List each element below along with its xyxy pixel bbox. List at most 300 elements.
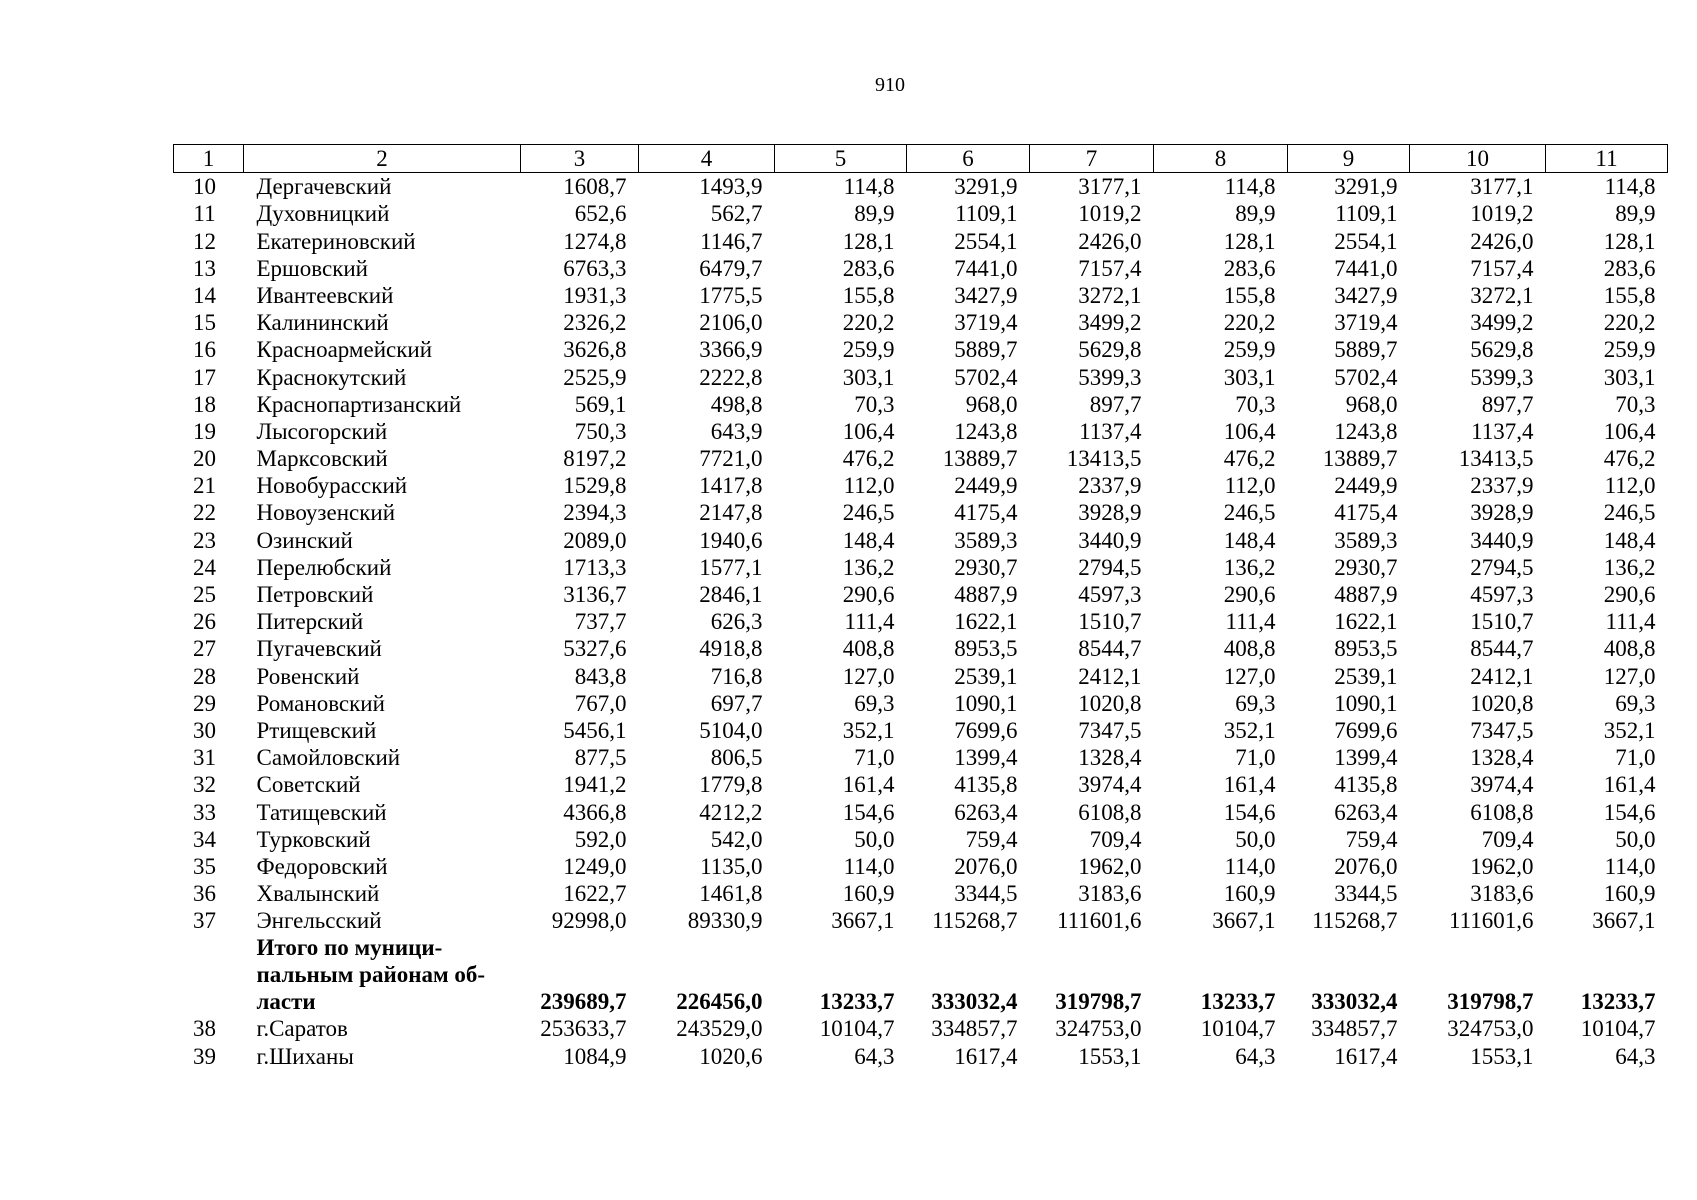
district-name: Марксовский xyxy=(256,446,388,472)
value-cell-4: 4918,8 xyxy=(699,636,763,662)
value-cell-7: 4597,3 xyxy=(1078,582,1142,607)
column-header: 10 xyxy=(1410,145,1546,173)
value-cell-11: 71,0 xyxy=(1615,745,1656,771)
column-header: 8 xyxy=(1154,145,1288,173)
value-cell-8: 290,6 xyxy=(1223,582,1276,607)
value-cell-4: 1940,6 xyxy=(699,527,763,553)
value-cell-3: 1608,7 xyxy=(563,174,627,200)
value-cell-7: 3499,2 xyxy=(1078,310,1142,336)
value-cell-6: 1090,1 xyxy=(954,690,1018,716)
table-row xyxy=(174,472,1668,499)
district-name: Новобурасский xyxy=(256,473,408,499)
district-name: Ивантеевский xyxy=(256,282,394,308)
value-cell-8: 408,8 xyxy=(1223,636,1276,662)
value-cell-5: 69,3 xyxy=(854,690,895,716)
district-name: Советский xyxy=(256,772,361,798)
row-number: 29 xyxy=(193,690,216,716)
value-cell-5: 259,9 xyxy=(842,337,895,363)
row-number: 19 xyxy=(193,418,216,444)
value-cell-4: 716,8 xyxy=(710,663,763,689)
row-number: 20 xyxy=(193,446,216,472)
value-cell-7: 13413,5 xyxy=(1066,446,1142,472)
value-cell-8: 154,6 xyxy=(1223,799,1276,825)
value-cell-7: 1020,8 xyxy=(1078,690,1142,716)
value-cell-10: 2794,5 xyxy=(1470,554,1534,580)
value-cell-7: 1328,4 xyxy=(1078,745,1142,771)
value-cell-5: 154,6 xyxy=(842,799,895,825)
value-cell-7: 8544,7 xyxy=(1078,636,1142,662)
value-cell-4: 1775,5 xyxy=(699,282,763,308)
value-cell-3: 6763,3 xyxy=(563,255,627,281)
value-cell-4: 806,5 xyxy=(710,745,763,771)
row-number: 38 xyxy=(193,1016,216,1042)
value-cell-9: 7699,6 xyxy=(1334,717,1398,743)
value-cell-3: 3626,8 xyxy=(563,337,627,363)
value-cell-4: 1461,8 xyxy=(699,881,763,907)
row-number: 11 xyxy=(193,201,216,227)
row-number: 14 xyxy=(193,282,216,308)
value-cell-11: 136,2 xyxy=(1603,554,1656,580)
value-cell-6: 2449,9 xyxy=(954,473,1018,499)
value-cell-7: 7347,5 xyxy=(1078,717,1142,743)
value-cell-4: 542,0 xyxy=(710,826,763,852)
row-number: 17 xyxy=(193,364,216,390)
district-name: Питерский xyxy=(256,609,364,635)
value-cell-3: 5327,6 xyxy=(563,636,627,662)
value-cell-9: 4175,4 xyxy=(1334,500,1398,526)
value-cell-3: 2394,3 xyxy=(563,500,627,526)
district-name: Ершовский xyxy=(256,255,368,281)
value-cell-6: 4135,8 xyxy=(954,772,1018,798)
value-cell-9: 759,4 xyxy=(1345,826,1398,852)
value-cell-7: 1019,2 xyxy=(1078,201,1142,227)
table-row xyxy=(174,227,1668,254)
district-name: Энгельсский xyxy=(256,908,382,934)
value-cell-8: 148,4 xyxy=(1223,527,1276,553)
district-name: Екатериновский xyxy=(256,228,416,254)
value-cell-5: 10104,7 xyxy=(819,1016,895,1042)
value-cell-7: 2337,9 xyxy=(1078,473,1142,499)
district-name-line: пальным районам об- xyxy=(256,962,486,988)
value-cell-5: 111,4 xyxy=(844,609,895,635)
value-cell-8: 3667,1 xyxy=(1212,908,1276,934)
value-cell-10: 2412,1 xyxy=(1470,663,1534,689)
value-cell-5: 352,1 xyxy=(842,717,895,743)
value-cell-9: 2554,1 xyxy=(1334,228,1398,254)
table-row xyxy=(174,336,1668,363)
column-header: 1 xyxy=(174,145,244,173)
value-cell-5: 408,8 xyxy=(842,636,895,662)
row-number: 36 xyxy=(193,881,216,907)
row-number: 13 xyxy=(193,255,216,281)
value-cell-8: 112,0 xyxy=(1224,473,1276,499)
value-cell-4: 1493,9 xyxy=(699,174,763,200)
value-cell-10: 3499,2 xyxy=(1470,310,1534,336)
value-cell-7: 3440,9 xyxy=(1078,527,1142,553)
value-cell-4: 1577,1 xyxy=(699,554,763,580)
value-cell-8: 114,0 xyxy=(1224,853,1276,879)
district-name: Петровский xyxy=(256,582,374,607)
value-cell-3: 737,7 xyxy=(574,609,627,635)
value-cell-8: 476,2 xyxy=(1223,446,1276,472)
row-number: 23 xyxy=(193,527,216,553)
value-cell-11: 70,3 xyxy=(1615,391,1656,417)
value-cell-3: 877,5 xyxy=(574,745,627,771)
value-cell-7: 3928,9 xyxy=(1078,500,1142,526)
value-cell-9: 968,0 xyxy=(1345,391,1398,417)
value-cell-11: 303,1 xyxy=(1603,364,1656,390)
row-number: 31 xyxy=(193,745,216,771)
value-cell-3: 1941,2 xyxy=(563,772,627,798)
district-name: Перелюбский xyxy=(256,554,392,580)
district-name xyxy=(244,934,521,1015)
value-cell-7: 2794,5 xyxy=(1078,554,1142,580)
value-cell-10: 1328,4 xyxy=(1470,745,1534,771)
table-row xyxy=(174,554,1668,581)
value-cell-11: 290,6 xyxy=(1603,582,1656,607)
value-cell-7: 3183,6 xyxy=(1078,881,1142,907)
value-cell-11: 89,9 xyxy=(1615,201,1656,227)
value-cell-4: 2222,8 xyxy=(699,364,763,390)
table-row xyxy=(174,581,1668,608)
value-cell-10: 709,4 xyxy=(1481,826,1534,852)
value-cell-3: 2089,0 xyxy=(563,527,627,553)
value-cell-7: 5399,3 xyxy=(1078,364,1142,390)
value-cell-8: 246,5 xyxy=(1223,500,1276,526)
value-cell-6: 333032,4 xyxy=(931,989,1018,1015)
value-cell-10: 897,7 xyxy=(1481,391,1534,417)
district-name: Дергачевский xyxy=(256,174,392,200)
value-cell-9: 1109,1 xyxy=(1335,201,1398,227)
value-cell-3: 1249,0 xyxy=(563,853,627,879)
value-cell-11: 111,4 xyxy=(1605,609,1656,635)
value-cell-10: 4597,3 xyxy=(1470,582,1534,607)
district-name-line: Итого по муници- xyxy=(256,935,443,961)
column-header: 2 xyxy=(244,145,521,173)
page-number: 910 xyxy=(875,74,905,96)
row-number xyxy=(174,934,244,1015)
value-cell-9: 3589,3 xyxy=(1334,527,1398,553)
value-cell-4: 89330,9 xyxy=(687,908,763,934)
column-header: 4 xyxy=(639,145,775,173)
row-number: 18 xyxy=(193,391,216,417)
value-cell-3: 4366,8 xyxy=(563,799,627,825)
value-cell-9: 5702,4 xyxy=(1334,364,1398,390)
value-cell-3: 2525,9 xyxy=(563,364,627,390)
value-cell-5: 128,1 xyxy=(842,228,895,254)
value-cell-4: 562,7 xyxy=(710,201,763,227)
value-cell-5: 220,2 xyxy=(842,310,895,336)
value-cell-7: 5629,8 xyxy=(1078,337,1142,363)
district-name: Романовский xyxy=(256,690,385,716)
value-cell-6: 3719,4 xyxy=(954,310,1018,336)
value-cell-8: 13233,7 xyxy=(1200,989,1276,1015)
value-cell-6: 3291,9 xyxy=(954,174,1018,200)
value-cell-6: 2930,7 xyxy=(954,554,1018,580)
value-cell-4: 1020,6 xyxy=(699,1043,763,1069)
value-cell-7: 1510,7 xyxy=(1078,609,1142,635)
value-cell-4: 1779,8 xyxy=(699,772,763,798)
district-name: Татищевский xyxy=(256,799,387,825)
value-cell-11: 64,3 xyxy=(1615,1043,1656,1069)
value-cell-3: 3136,7 xyxy=(563,582,627,607)
value-cell-10: 1020,8 xyxy=(1470,690,1534,716)
row-number: 39 xyxy=(193,1043,216,1069)
column-header: 6 xyxy=(907,145,1030,173)
value-cell-11: 352,1 xyxy=(1603,717,1656,743)
value-cell-4: 6479,7 xyxy=(699,255,763,281)
value-cell-6: 2554,1 xyxy=(954,228,1018,254)
row-number: 26 xyxy=(193,609,216,635)
value-cell-8: 259,9 xyxy=(1223,337,1276,363)
row-number: 16 xyxy=(193,337,216,363)
value-cell-9: 7441,0 xyxy=(1334,255,1398,281)
value-cell-5: 127,0 xyxy=(842,663,895,689)
value-cell-8: 64,3 xyxy=(1235,1043,1276,1069)
table-row xyxy=(174,1042,1668,1069)
value-cell-4: 2147,8 xyxy=(699,500,763,526)
value-cell-4: 626,3 xyxy=(710,609,763,635)
value-cell-6: 8953,5 xyxy=(954,636,1018,662)
value-cell-3: 8197,2 xyxy=(563,446,627,472)
value-cell-3: 5456,1 xyxy=(563,717,627,743)
row-number: 21 xyxy=(193,473,216,499)
value-cell-9: 4135,8 xyxy=(1334,772,1398,798)
table-row xyxy=(174,798,1668,825)
value-cell-5: 71,0 xyxy=(854,745,895,771)
value-cell-10: 3272,1 xyxy=(1470,282,1534,308)
value-cell-9: 3291,9 xyxy=(1334,174,1398,200)
table-row xyxy=(174,282,1668,309)
value-cell-5: 114,8 xyxy=(843,174,895,200)
value-cell-5: 13233,7 xyxy=(819,989,895,1015)
district-name: Турковский xyxy=(256,826,371,852)
value-cell-7: 1137,4 xyxy=(1079,418,1142,444)
table-row xyxy=(174,744,1668,771)
value-cell-6: 3589,3 xyxy=(954,527,1018,553)
value-cell-8: 128,1 xyxy=(1223,228,1276,254)
row-number: 10 xyxy=(193,174,216,200)
value-cell-9: 8953,5 xyxy=(1334,636,1398,662)
value-cell-6: 5702,4 xyxy=(954,364,1018,390)
value-cell-5: 50,0 xyxy=(854,826,895,852)
table-row xyxy=(174,880,1668,907)
table-header-row xyxy=(174,145,1668,173)
value-cell-7: 897,7 xyxy=(1089,391,1142,417)
value-cell-7: 2426,0 xyxy=(1078,228,1142,254)
value-cell-3: 1084,9 xyxy=(563,1043,627,1069)
value-cell-6: 2076,0 xyxy=(954,853,1018,879)
district-name: Новоузенский xyxy=(256,500,396,526)
value-cell-7: 319798,7 xyxy=(1055,989,1142,1015)
value-cell-3: 1622,7 xyxy=(563,881,627,907)
table-row xyxy=(174,200,1668,227)
value-cell-9: 334857,7 xyxy=(1311,1016,1398,1042)
value-cell-5: 160,9 xyxy=(842,881,895,907)
table-row xyxy=(174,255,1668,282)
value-cell-10: 3183,6 xyxy=(1470,881,1534,907)
value-cell-6: 1243,8 xyxy=(954,418,1018,444)
row-number: 35 xyxy=(193,853,216,879)
value-cell-6: 115268,7 xyxy=(932,908,1018,934)
value-cell-6: 3344,5 xyxy=(954,881,1018,907)
table-row xyxy=(174,445,1668,472)
district-name: Лысогорский xyxy=(256,418,388,444)
value-cell-8: 114,8 xyxy=(1224,174,1276,200)
value-cell-10: 8544,7 xyxy=(1470,636,1534,662)
value-cell-4: 243529,0 xyxy=(676,1016,763,1042)
value-cell-6: 7441,0 xyxy=(954,255,1018,281)
value-cell-10: 319798,7 xyxy=(1447,989,1534,1015)
value-cell-4: 4212,2 xyxy=(699,799,763,825)
value-cell-4: 1417,8 xyxy=(699,473,763,499)
value-cell-9: 1622,1 xyxy=(1334,609,1398,635)
value-cell-11: 408,8 xyxy=(1603,636,1656,662)
value-cell-8: 106,4 xyxy=(1223,418,1276,444)
value-cell-11: 160,9 xyxy=(1603,881,1656,907)
table-row xyxy=(174,1015,1668,1042)
value-cell-11: 283,6 xyxy=(1603,255,1656,281)
district-name: г.Шиханы xyxy=(256,1043,354,1069)
value-cell-5: 112,0 xyxy=(843,473,895,499)
value-cell-5: 303,1 xyxy=(842,364,895,390)
value-cell-8: 220,2 xyxy=(1223,310,1276,336)
value-cell-4: 226456,0 xyxy=(676,989,763,1015)
value-cell-8: 155,8 xyxy=(1223,282,1276,308)
value-cell-10: 1510,7 xyxy=(1470,609,1534,635)
district-name-line: ласти xyxy=(256,989,316,1015)
value-cell-8: 127,0 xyxy=(1223,663,1276,689)
district-name: г.Саратов xyxy=(256,1016,348,1042)
table-row xyxy=(174,690,1668,717)
value-cell-10: 3974,4 xyxy=(1470,772,1534,798)
value-cell-5: 64,3 xyxy=(854,1043,895,1069)
value-cell-3: 1274,8 xyxy=(563,228,627,254)
value-cell-6: 3427,9 xyxy=(954,282,1018,308)
table-row xyxy=(174,771,1668,798)
column-header: 7 xyxy=(1030,145,1154,173)
row-number: 22 xyxy=(193,500,216,526)
table-row xyxy=(174,608,1668,635)
value-cell-7: 3272,1 xyxy=(1078,282,1142,308)
value-cell-5: 155,8 xyxy=(842,282,895,308)
value-cell-3: 253633,7 xyxy=(540,1016,627,1042)
value-cell-8: 352,1 xyxy=(1223,717,1276,743)
value-cell-11: 154,6 xyxy=(1603,799,1656,825)
district-name: Духовницкий xyxy=(256,201,390,227)
value-cell-5: 290,6 xyxy=(842,582,895,607)
value-cell-5: 246,5 xyxy=(842,500,895,526)
budget-table xyxy=(173,144,1668,1070)
district-name: Озинский xyxy=(256,527,353,553)
value-cell-6: 6263,4 xyxy=(954,799,1018,825)
value-cell-9: 1617,4 xyxy=(1334,1043,1398,1069)
value-cell-4: 2846,1 xyxy=(699,582,763,607)
district-name: Пугачевский xyxy=(256,636,382,662)
value-cell-11: 128,1 xyxy=(1603,228,1656,254)
value-cell-7: 1553,1 xyxy=(1078,1043,1142,1069)
row-number: 15 xyxy=(193,310,216,336)
table-row xyxy=(174,309,1668,336)
value-cell-4: 7721,0 xyxy=(699,446,763,472)
value-cell-10: 13413,5 xyxy=(1458,446,1534,472)
value-cell-9: 4887,9 xyxy=(1334,582,1398,607)
value-cell-9: 3344,5 xyxy=(1334,881,1398,907)
table-row xyxy=(174,526,1668,553)
column-header: 3 xyxy=(521,145,639,173)
row-number: 24 xyxy=(193,554,216,580)
value-cell-7: 324753,0 xyxy=(1055,1016,1142,1042)
table-row xyxy=(174,907,1668,934)
district-name: Федоровский xyxy=(256,853,388,879)
value-cell-6: 1617,4 xyxy=(954,1043,1018,1069)
value-cell-9: 13889,7 xyxy=(1322,446,1398,472)
value-cell-10: 2426,0 xyxy=(1470,228,1534,254)
value-cell-5: 136,2 xyxy=(842,554,895,580)
value-cell-3: 767,0 xyxy=(574,690,627,716)
value-cell-8: 161,4 xyxy=(1223,772,1276,798)
value-cell-8: 111,4 xyxy=(1225,609,1276,635)
table-body xyxy=(174,173,1668,1070)
value-cell-4: 697,7 xyxy=(710,690,763,716)
district-name: Самойловский xyxy=(256,745,401,771)
value-cell-5: 106,4 xyxy=(842,418,895,444)
column-header: 5 xyxy=(775,145,907,173)
value-cell-5: 89,9 xyxy=(854,201,895,227)
value-cell-11: 13233,7 xyxy=(1580,989,1656,1015)
value-cell-3: 569,1 xyxy=(574,391,627,417)
value-cell-3: 2326,2 xyxy=(563,310,627,336)
value-cell-7: 1962,0 xyxy=(1078,853,1142,879)
value-cell-6: 13889,7 xyxy=(942,446,1018,472)
row-number: 28 xyxy=(193,663,216,689)
value-cell-11: 259,9 xyxy=(1603,337,1656,363)
table-row xyxy=(174,662,1668,689)
table-row xyxy=(174,635,1668,662)
value-cell-10: 1962,0 xyxy=(1470,853,1534,879)
value-cell-8: 303,1 xyxy=(1223,364,1276,390)
value-cell-3: 1931,3 xyxy=(563,282,627,308)
value-cell-4: 5104,0 xyxy=(699,717,763,743)
value-cell-10: 7347,5 xyxy=(1470,717,1534,743)
value-cell-9: 2930,7 xyxy=(1334,554,1398,580)
value-cell-3: 843,8 xyxy=(574,663,627,689)
table-row xyxy=(174,853,1668,880)
value-cell-4: 2106,0 xyxy=(699,310,763,336)
row-number: 30 xyxy=(193,717,216,743)
value-cell-5: 70,3 xyxy=(854,391,895,417)
value-cell-11: 220,2 xyxy=(1603,310,1656,336)
value-cell-10: 1019,2 xyxy=(1470,201,1534,227)
value-cell-8: 283,6 xyxy=(1223,255,1276,281)
table-row xyxy=(174,499,1668,526)
value-cell-9: 115268,7 xyxy=(1312,908,1398,934)
value-cell-7: 7157,4 xyxy=(1078,255,1142,281)
value-cell-9: 3427,9 xyxy=(1334,282,1398,308)
value-cell-3: 92998,0 xyxy=(551,908,627,934)
value-cell-3: 652,6 xyxy=(574,201,627,227)
value-cell-9: 1090,1 xyxy=(1334,690,1398,716)
table-row xyxy=(174,391,1668,418)
row-number: 32 xyxy=(193,772,216,798)
row-number: 34 xyxy=(193,826,216,852)
table-row xyxy=(174,418,1668,445)
value-cell-5: 161,4 xyxy=(842,772,895,798)
table-row xyxy=(174,826,1668,853)
value-cell-7: 3177,1 xyxy=(1078,174,1142,200)
value-cell-7: 111601,6 xyxy=(1056,908,1142,934)
column-header: 11 xyxy=(1546,145,1668,173)
